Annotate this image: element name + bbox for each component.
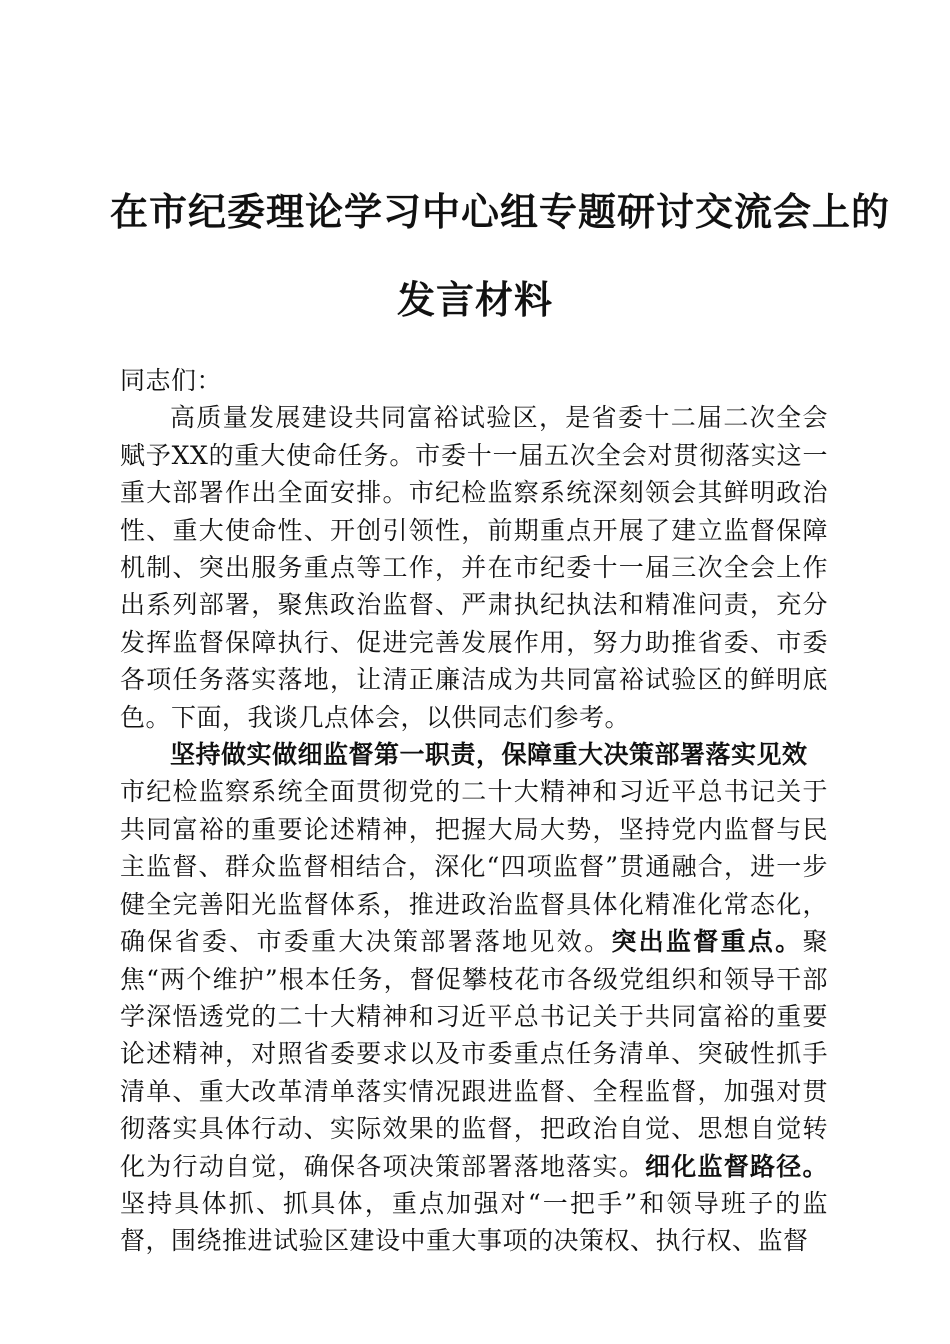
section-1-text-3: 坚持具体抓、抓具体，重点加强对“一把手”和领导班子的监督，围绕推进试验区建设中重大事项的决策权、执行权、监督 <box>120 1188 828 1256</box>
section-1-subheading-2: 细化监督路径。 <box>644 1151 828 1181</box>
document-title <box>110 168 891 344</box>
section-1-heading: 坚持做实做细监督第一职责，保障重大决策部署落实见效 <box>170 740 808 770</box>
title-line-2: 发言材料 <box>396 277 553 322</box>
section-1-text-1: 市纪检监察系统全面贯彻党的二十大精神和习近平总书记关于共同富裕的重要论述精神，把握大局大势，坚持党内监督与民主监督、群众监督相结合，深化“四项监督”贯通融合，进一步健全完善阳光监督体系，推进政治监督具体化精准化常态化，确保省委、市委重大决策部署落地见效。 <box>120 777 828 957</box>
title-line-1: 在市纪委理论学习中心组专题研讨交流会上的 <box>110 189 891 234</box>
salutation: 同志们： <box>120 366 223 395</box>
section-1-text-2: 聚焦“两个维护”根本任务，督促攀枝花市各级党组织和领导干部学深悟透党的二十大精神和习近平总书记关于共同富裕的重要论述精神，对照省委要求以及市委重点任务清单、突破性抓手清单、重大改革清单落实情况跟进监督、全程监督，加强对贯彻落实具体行动、实际效果的监督，把政治自觉、思想自觉转化为行动自觉，确保各项决策部署落地落实。 <box>120 927 828 1181</box>
intro-paragraph: 高质量发展建设共同富裕试验区，是省委十二届二次全会赋予XX的重大使命任务。市委十一届五次全会对贯彻落实这一重大部署作出全面安排。市纪检监察系统深刻领会其鲜明政治性、重大使命性、开创引领性，前期重点开展了建立监督保障机制、突出服务重点等工作，并在市纪委十一届三次全会上作出系列部署，聚焦政治监督、严肃执纪执法和精准问责，充分发挥监督保障执行、促进完善发展作用，努力助推省委、市委各项任务落实落地，让清正廉洁成为共同富裕试验区的鲜明底色。下面，我谈几点体会，以供同志们参考。 <box>120 403 828 732</box>
document-body <box>120 362 828 1260</box>
section-1-subheading-1: 突出监督重点。 <box>611 927 803 957</box>
section-1-paragraph <box>120 773 828 1259</box>
